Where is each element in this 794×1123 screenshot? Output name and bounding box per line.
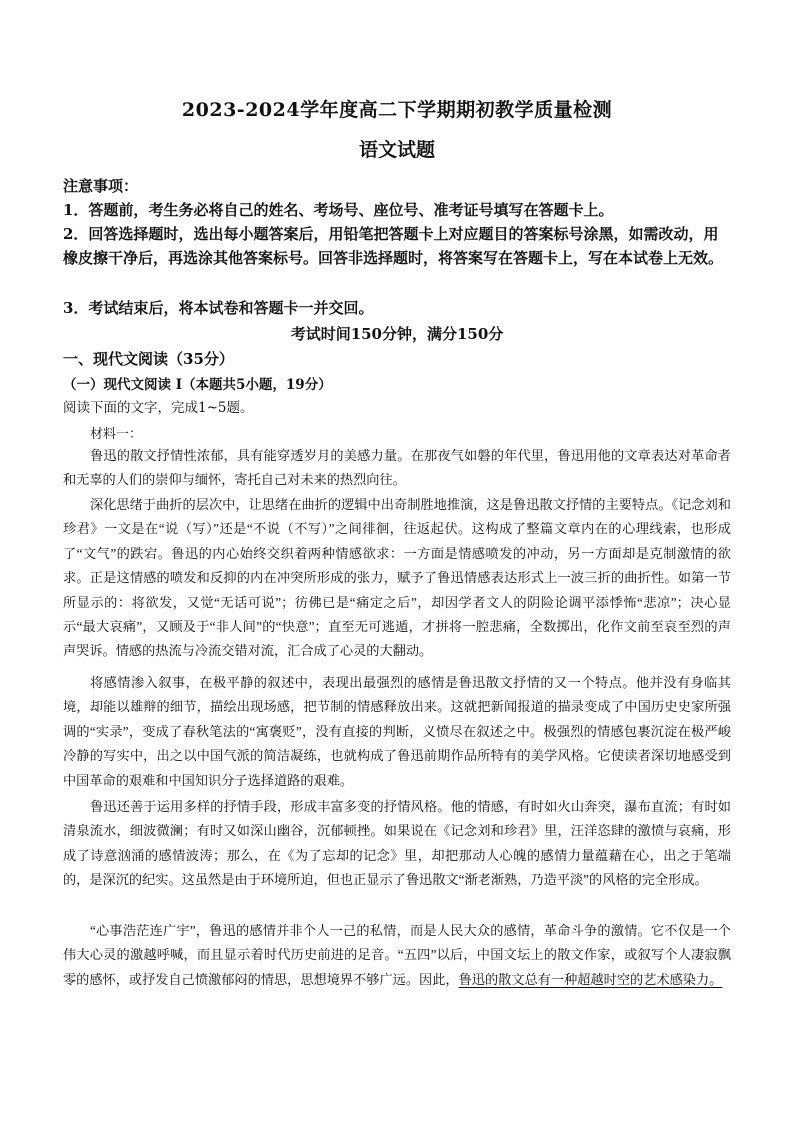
subsection-title: （一）现代文阅读 I（本题共5小题，19分） <box>63 377 332 393</box>
material-label: 材料一： <box>90 426 143 441</box>
paragraph-2: 深化思绪于曲折的层次中，让思绪在曲折的逻辑中出奇制胜地推演，这是鲁迅散文抒情的主要特点。《记念刘和珍君》一文是在“说（写）”还是“不说（不写）”之间徘徊，往返起伏。这构成了整篇文章内在的心理线索，也形成了“文气”的跌宕。鲁迅的内心始终交织着两种情感欲求：一方面是情感喷发的冲动，另一方面却是克制激情的欲求。正是这情感的喷发和反抑的内在冲突所形成的张力，赋予了鲁迅情感表达形式上一波三折的曲折性。如第一节所显示的：将欲发，又觉“无话可说”；彷佛已是“痛定之后”，却因学者文人的阴险论调平添悸怖“悲凉”；决心显示“最大哀痛”，又顾及于“非人间”的“快意”；直至无可逃遁，才拼将一腔悲痛，全数掷出，化作文前至哀至烈的声声哭诉。情感的热流与冷流交错对流，汇合成了心灵的大翻动。 <box>63 497 731 659</box>
notice-heading: 注意事项： <box>63 177 139 195</box>
page-title: 2023-2024学年度高二下学期期初教学质量检测 <box>181 99 613 121</box>
page-subtitle: 语文试题 <box>358 139 435 161</box>
notice-item-2: 2．回答选择题时，选出每小题答案后，用铅笔把答题卡上对应题目的答案标号涂黑，如需改动，用橡皮擦干净后，再选涂其他答案标号。回答非选择题时，将答案写在答题卡上，写在本试卷上无效。 <box>63 225 724 267</box>
notice-item-1: 1．答题前，考生务必将自己的姓名、考场号、座位号、准考证号填写在答题卡上。 <box>63 201 614 219</box>
paragraph-1: 鲁迅的散文抒情性浓郁，具有能穿透岁月的美感力量。在那夜气如磐的年代里，鲁迅用他的文章表达对革命者和无辜的人们的崇仰与缅怀，寄托自己对未来的热烈向往。 <box>63 448 731 488</box>
section-title: 一、现代文阅读（35分） <box>63 350 234 368</box>
notice-item-3: 3．考试结束后，将本试卷和答题卡一并交回。 <box>63 299 374 317</box>
paragraph-5 <box>63 919 731 992</box>
paragraph-5-text: “心事浩茫连广宇”，鲁迅的感情并非个人一己的私情，而是人民大众的感情，革命斗争的激情。它不仅是一个伟大心灵的激越呼喊，而且显示着时代历史前进的足音。“五四”以后，中国文坛上的散文作家，或叙写个人凄寂飘零的感怀，或抒发自己愤激郁闷的情思，思想境界不够广远。因此， <box>63 923 731 987</box>
reading-instruction: 阅读下面的文字，完成1~5题。 <box>63 400 254 416</box>
paragraph-4: 鲁迅还善于运用多样的抒情手段，形成丰富多变的抒情风格。他的情感，有时如火山奔突，瀑布直流；有时如清泉流水，细波微澜；有时又如深山幽谷，沉郁顿挫。如果说在《记念刘和珍君》里，汪洋恣肆的激愤与哀痛，形成了诗意汹涌的感情波涛；那么，在《为了忘却的记念》里，却把那动人心魄的感情力量蕴藉在心，出之于笔端的，是深沉的纪实。这虽然是由于环境所迫，但也正显示了鲁迅散文“渐老渐熟，乃造平淡”的风格的完全形成。 <box>63 799 731 888</box>
paragraph-3: 将感情渗入叙事，在极平静的叙述中，表现出最强烈的感情是鲁迅散文抒情的又一个特点。他并没有身临其境，却能以雄辩的细节，描绘出现场感，把节制的情感释放出来。这就把新闻报道的描录变成了中国历史史家所强调的“实录”，变成了春秋笔法的“寓褒贬”，没有直接的判断，义愤尽在叙述之中。极强烈的情感包裹沉淀在极严峻冷静的写实中，出之以中国气派的简洁凝练，也就构成了鲁迅前期作品所特有的美学风格。它使读者深切地感受到中国革命的艰难和中国知识分子选择道路的艰难。 <box>63 675 731 788</box>
exam-time: 考试时间150分钟，满分150分 <box>290 325 504 343</box>
underlined-sentence: 鲁迅的散文总有一种超越时空的艺术感染力。 <box>458 971 723 987</box>
